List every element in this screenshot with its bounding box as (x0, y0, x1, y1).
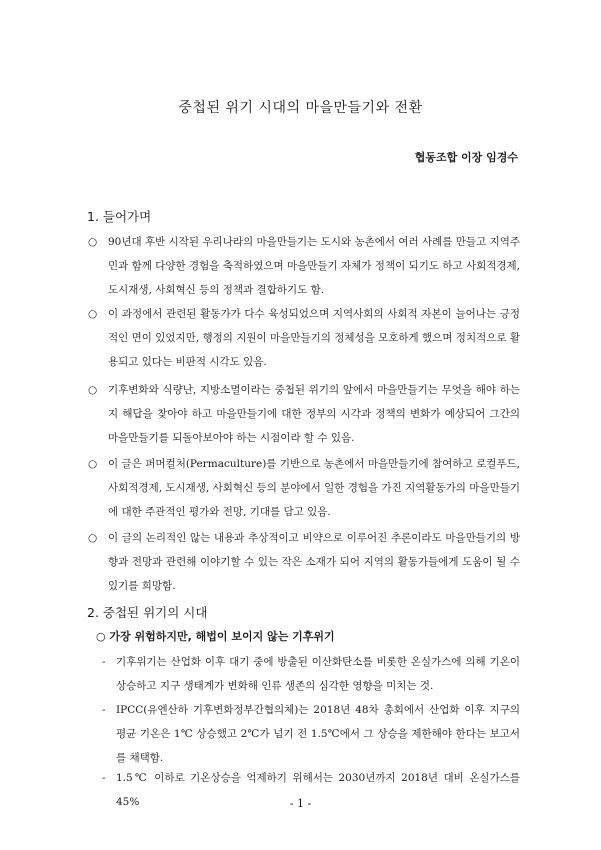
bullet-marker: ○ (88, 532, 98, 544)
section-2-subheading: ○ 가장 위험하지만, 해법이 보이지 않는 기후위기 (96, 630, 335, 643)
bullet-marker: ○ (88, 384, 98, 396)
section-1-paragraph (88, 302, 520, 374)
paragraph-text: 이 글은 퍼머컬처(Permaculture)를 기반으로 농촌에서 마을만들기에 참여하고 로컬푸드, 사회적경제, 도시재생, 사회혁신 등의 분야에서 일한 경험을 가진 지역활동가의 마을만들기에 대한 주관적인 평가와 전망, 기대를 담고 있음. (108, 458, 521, 518)
bullet-marker: ○ (88, 236, 98, 248)
section-1-paragraph (88, 230, 520, 302)
author-line: 협동조합 이장 임경수 (414, 151, 518, 164)
section-2-item (102, 650, 520, 698)
item-text: 기후위기는 산업화 이후 대기 중에 방출된 이산화탄소를 비롯한 온실가스에 의해 기온이 상승하고 지구 생태계가 변화해 인류 생존의 심각한 영향을 미치는 것. (116, 656, 520, 692)
document-title: 중첩된 위기 시대의 마을만들기와 전환 (178, 100, 423, 116)
section-1-paragraph (88, 452, 520, 524)
dash-marker: - (102, 704, 106, 716)
bullet-marker: ○ (88, 458, 98, 470)
item-text: 1.5℃ 이하로 기온상승을 억제하기 위해서는 2030년까지 2018년 대비 온실가스를 45% (116, 772, 520, 808)
paragraph-text: 90년대 후반 시작된 우리나라의 마을만들기는 도시와 농촌에서 여러 사례를 만들고 지역주민과 함께 다양한 경험을 축적하였으며 마을만들기 자체가 정책이 되기도 하고 사회적경제, 도시재생, 사회혁신 등의 정책과 결합하기도 함. (108, 236, 521, 296)
paragraph-text: 이 과정에서 관련된 활동가가 다수 육성되었으며 지역사회의 사회적 자본이 늘어나는 긍정적인 면이 있었지만, 행정의 지원이 마을만들기의 정체성을 모호하게 했으며 정치적으로 활용되고 있다는 비판적 시각도 있음. (108, 308, 521, 368)
paragraph-text: 이 글의 논리적인 않는 내용과 추상적이고 비약으로 이루어진 추론이라도 마을만들기의 방향과 전망과 관련해 이야기할 수 있는 작은 소재가 되어 지역의 활동가들에게 도움이 될 수 있기를 희망함. (108, 532, 520, 592)
section-1-paragraph (88, 378, 520, 450)
section-1-paragraph (88, 526, 520, 598)
section-1-heading: 1. 들어가며 (87, 209, 152, 224)
section-2-item (102, 766, 520, 808)
dash-marker: - (102, 772, 106, 784)
item-text: IPCC(유엔산하 기후변화정부간협의체)는 2018년 48차 총회에서 산업화 이후 지구의 평균 기온은 1℃ 상승했고 2℃가 넘기 전 1.5℃에서 그 상승을 제한해야 한다는 보고서를 채택함. (116, 704, 520, 764)
dash-marker: - (102, 656, 106, 668)
bullet-marker: ○ (88, 308, 98, 320)
paragraph-text: 기후변화와 식량난, 지방소멸이라는 중첩된 위기의 앞에서 마을만들기는 무엇을 해야 하는지 해답을 찾아야 하고 마을만들기에 대한 정부의 시각과 정책의 변화가 예상되어 그간의 마을만들기를 되돌아보아야 하는 시점이라 할 수 있음. (108, 384, 520, 444)
section-2-heading: 2. 중첩된 위기의 시대 (87, 605, 208, 620)
page-number: - 1 - (289, 797, 312, 810)
section-2-item (102, 698, 520, 770)
